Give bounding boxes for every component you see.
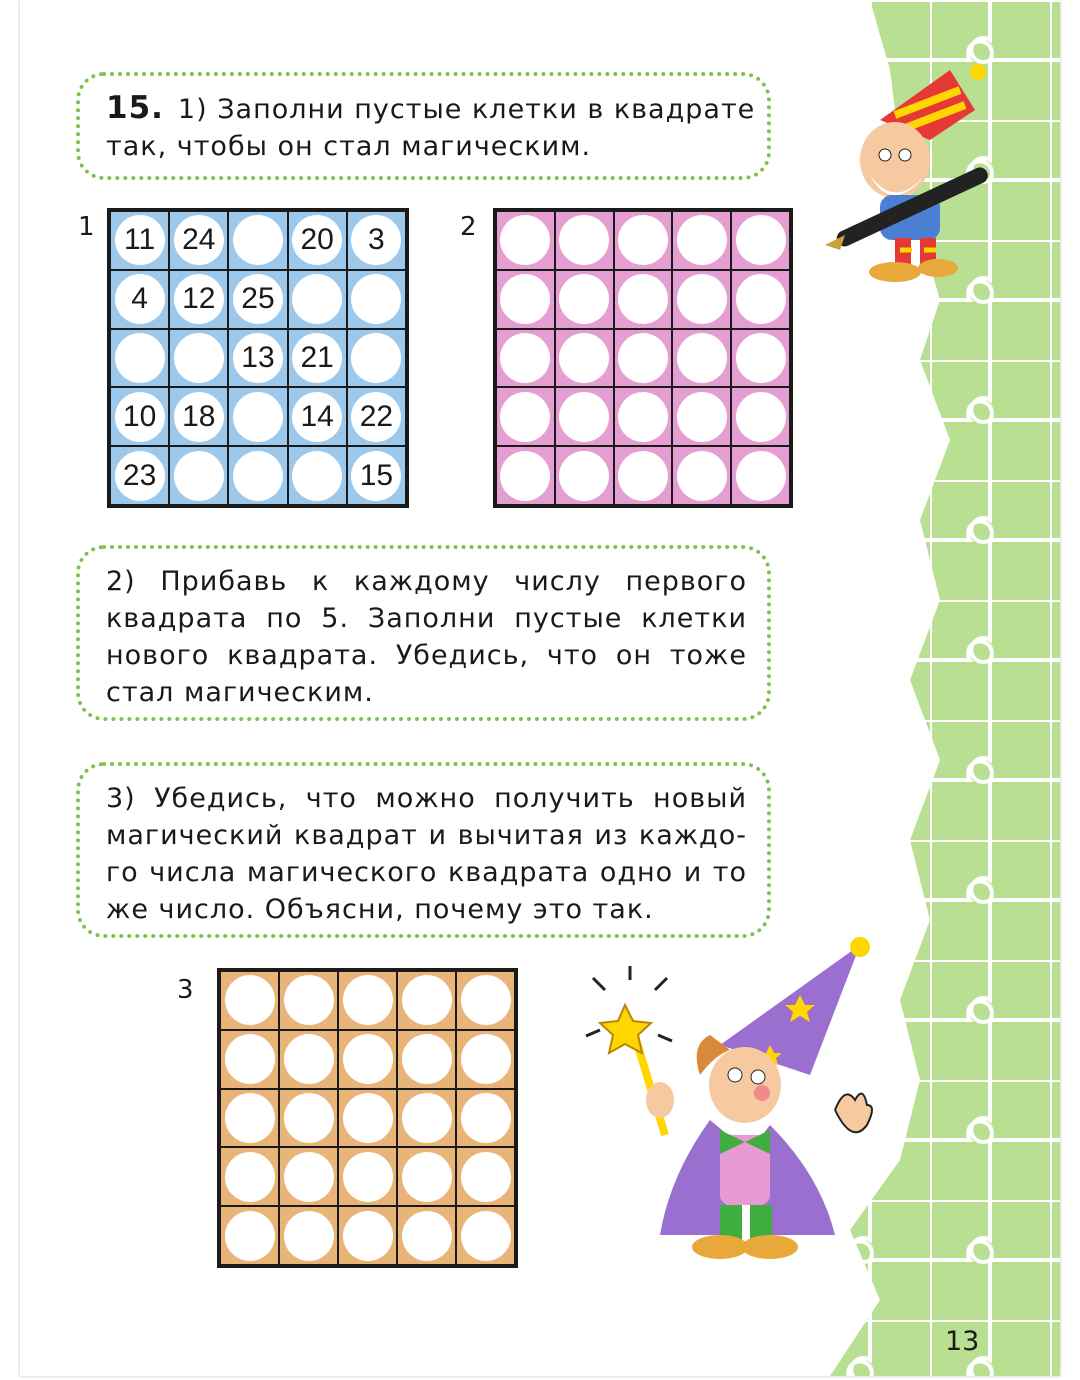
task2-line-3: нового квадрата. Убедись, что он тоже xyxy=(106,640,747,671)
grid2-cell-value xyxy=(677,333,727,383)
grid2-cell-value xyxy=(736,392,786,442)
grid2-cell-value xyxy=(618,451,668,501)
grid1-cell-value: 4 xyxy=(115,274,165,324)
grid3-cell xyxy=(456,1206,515,1265)
grid2-cell xyxy=(496,270,555,329)
textbook-page xyxy=(20,0,1060,1376)
grid3-cell xyxy=(220,1206,279,1265)
grid1-cell-value: 23 xyxy=(115,451,165,501)
grid3-label: 3 xyxy=(177,975,194,1005)
grid2-cell xyxy=(672,446,731,505)
grid1-cell xyxy=(169,387,228,446)
grid3-cell-value xyxy=(284,1034,334,1084)
grid2-cell xyxy=(731,329,790,388)
grid2-cell xyxy=(496,329,555,388)
task2-line-2: квадрата по 5. Заполни пустые клетки xyxy=(106,603,747,634)
grid1-cell-value: 12 xyxy=(174,274,224,324)
grid3-cell-value xyxy=(461,975,511,1025)
grid2-cell xyxy=(731,270,790,329)
task2-line-4: стал магическим. xyxy=(106,677,374,708)
grid2-cell xyxy=(555,329,614,388)
grid1-cell xyxy=(169,211,228,270)
grid3-cell xyxy=(397,1030,456,1089)
grid1-cell-value: 21 xyxy=(292,333,342,383)
grid2-cell-value xyxy=(559,392,609,442)
grid3-cell xyxy=(338,1089,397,1148)
grid2-cell-value xyxy=(500,274,550,324)
grid1-cell-value: 24 xyxy=(174,215,224,265)
grid3-cell xyxy=(397,971,456,1030)
task1-line-1: 1) Заполни пустые клетки в квадрате xyxy=(177,94,756,125)
grid1-cell-value: 20 xyxy=(292,215,342,265)
grid2-cell-value xyxy=(677,215,727,265)
task3-line-1: 3) Убедись, что можно получить новый xyxy=(106,783,747,814)
grid3-cell xyxy=(338,1206,397,1265)
grid3-cell xyxy=(456,1030,515,1089)
grid2-label: 2 xyxy=(460,212,477,242)
grid1-cell xyxy=(288,387,347,446)
grid3-cell xyxy=(220,1089,279,1148)
grid2-cell xyxy=(496,387,555,446)
grid2-cell-value xyxy=(559,451,609,501)
grid3-cell xyxy=(456,1089,515,1148)
grid3-cell xyxy=(220,1030,279,1089)
grid3-cell xyxy=(279,1089,338,1148)
grid1-cell-value xyxy=(292,274,342,324)
grid2-cell xyxy=(614,446,673,505)
grid3-cell-value xyxy=(461,1093,511,1143)
grid3-cell xyxy=(279,1147,338,1206)
grid2-cell xyxy=(614,329,673,388)
grid1-cell xyxy=(228,329,287,388)
grid2-cell xyxy=(555,211,614,270)
grid1-cell xyxy=(110,270,169,329)
grid1-cell-value: 13 xyxy=(233,333,283,383)
grid3-cell-value xyxy=(402,1152,452,1202)
grid2-cell-value xyxy=(736,215,786,265)
grid2-cell-value xyxy=(500,451,550,501)
grid3-cell-value xyxy=(402,1034,452,1084)
grid2-cell xyxy=(672,329,731,388)
grid2-cell-value xyxy=(559,274,609,324)
grid3-cell-value xyxy=(343,1034,393,1084)
exercise-number: 15. xyxy=(106,90,164,126)
grid2-cell-value xyxy=(677,274,727,324)
grid1-cell xyxy=(169,329,228,388)
grid1-cell xyxy=(347,387,406,446)
grid3-cell-value xyxy=(225,1152,275,1202)
grid3-cell-value xyxy=(225,1093,275,1143)
grid1-cell-value xyxy=(292,451,342,501)
grid3-cell-value xyxy=(284,1152,334,1202)
grid1-cell-value: 22 xyxy=(351,392,401,442)
grid1-cell-value xyxy=(351,333,401,383)
grid2-cell xyxy=(496,211,555,270)
grid1-cell-value: 11 xyxy=(115,215,165,265)
grid1-cell xyxy=(288,329,347,388)
grid2-cell xyxy=(672,270,731,329)
grid2-cell xyxy=(555,446,614,505)
grid2-cell-value xyxy=(736,333,786,383)
grid1-cell-value xyxy=(174,333,224,383)
grid1-cell xyxy=(110,329,169,388)
grid3-cell-value xyxy=(284,1211,334,1261)
grid1-cell xyxy=(347,270,406,329)
grid3-cell-value xyxy=(461,1211,511,1261)
grid1-cell-value xyxy=(174,451,224,501)
grid2-cell-value xyxy=(559,215,609,265)
grid1-cell xyxy=(347,211,406,270)
grid2-cell xyxy=(614,270,673,329)
grid1-cell xyxy=(288,211,347,270)
grid2-cell xyxy=(614,387,673,446)
grid2-cell xyxy=(731,446,790,505)
grid1-cell xyxy=(347,329,406,388)
grid2-cell-value xyxy=(736,274,786,324)
grid2-cell xyxy=(555,387,614,446)
grid1-cell xyxy=(228,211,287,270)
grid3-cell xyxy=(220,971,279,1030)
grid2-cell-value xyxy=(677,392,727,442)
grid1-cell-value: 25 xyxy=(233,274,283,324)
grid1-cell xyxy=(228,446,287,505)
grid3-cell-value xyxy=(402,1211,452,1261)
task1-box xyxy=(76,72,771,180)
grid3-cell-value xyxy=(402,1093,452,1143)
grid2-cell xyxy=(555,270,614,329)
grid3-cell-value xyxy=(284,1093,334,1143)
grid1-cell xyxy=(228,270,287,329)
task3-line-3: го числа магического квадрата одно и то xyxy=(106,857,747,888)
grid2-cell-value xyxy=(618,333,668,383)
grid2-cell xyxy=(731,387,790,446)
grid3-cell-value xyxy=(343,1152,393,1202)
grid3-cell xyxy=(279,971,338,1030)
grid1-cell-value: 3 xyxy=(351,215,401,265)
grid3-cell xyxy=(397,1089,456,1148)
grid3-cell xyxy=(397,1147,456,1206)
grid3-cell-value xyxy=(343,1211,393,1261)
task1-line-2: так, чтобы он стал магическим. xyxy=(106,131,592,162)
magic-square-3 xyxy=(217,968,518,1268)
grid1-cell xyxy=(228,387,287,446)
grid2-cell-value xyxy=(736,451,786,501)
grid3-cell-value xyxy=(284,975,334,1025)
task3-line-2: магический квадрат и вычитая из каждо- xyxy=(106,820,747,851)
grid3-cell xyxy=(338,971,397,1030)
task2-line-1: 2) Прибавь к каждому числу первого xyxy=(106,566,747,597)
grid1-cell-value xyxy=(233,392,283,442)
grid3-cell xyxy=(279,1206,338,1265)
grid3-cell xyxy=(279,1030,338,1089)
grid3-cell-value xyxy=(461,1034,511,1084)
task3-line-4: же число. Объясни, почему это так. xyxy=(106,894,654,925)
grid3-cell-value xyxy=(225,1034,275,1084)
page-number: 13 xyxy=(945,1326,980,1357)
grid3-cell xyxy=(338,1147,397,1206)
grid1-cell xyxy=(169,446,228,505)
task2-box xyxy=(76,545,771,721)
grid3-cell-value xyxy=(343,1093,393,1143)
grid2-cell-value xyxy=(500,333,550,383)
grid1-cell xyxy=(110,211,169,270)
magic-square-1 xyxy=(107,208,409,508)
grid2-cell-value xyxy=(618,274,668,324)
grid3-cell xyxy=(220,1147,279,1206)
grid3-cell-value xyxy=(402,975,452,1025)
grid1-cell-value: 15 xyxy=(351,451,401,501)
grid2-cell-value xyxy=(500,392,550,442)
grid1-cell-value xyxy=(233,451,283,501)
magic-square-2 xyxy=(493,208,793,508)
grid2-cell-value xyxy=(559,333,609,383)
grid2-cell xyxy=(672,211,731,270)
grid1-cell-value: 10 xyxy=(115,392,165,442)
grid2-cell xyxy=(496,446,555,505)
grid2-cell xyxy=(731,211,790,270)
grid1-cell-value xyxy=(351,274,401,324)
grid3-cell xyxy=(397,1206,456,1265)
grid3-cell xyxy=(338,1030,397,1089)
grid3-cell-value xyxy=(461,1152,511,1202)
grid1-cell-value xyxy=(233,215,283,265)
grid3-cell xyxy=(456,971,515,1030)
grid1-cell xyxy=(110,387,169,446)
grid2-cell xyxy=(614,211,673,270)
grid3-cell-value xyxy=(225,1211,275,1261)
grid2-cell-value xyxy=(618,392,668,442)
grid1-label: 1 xyxy=(78,212,95,242)
grid2-cell-value xyxy=(500,215,550,265)
grid1-cell-value xyxy=(115,333,165,383)
grid1-cell-value: 18 xyxy=(174,392,224,442)
gnome-illustration xyxy=(800,60,1000,290)
task3-box xyxy=(76,762,771,938)
grid3-cell-value xyxy=(225,975,275,1025)
grid2-cell-value xyxy=(677,451,727,501)
grid2-cell-value xyxy=(618,215,668,265)
wizard-illustration xyxy=(570,935,890,1275)
grid1-cell xyxy=(347,446,406,505)
grid2-cell xyxy=(672,387,731,446)
grid1-cell-value: 14 xyxy=(292,392,342,442)
grid1-cell xyxy=(169,270,228,329)
grid1-cell xyxy=(288,446,347,505)
grid1-cell xyxy=(110,446,169,505)
grid3-cell-value xyxy=(343,975,393,1025)
grid3-cell xyxy=(456,1147,515,1206)
grid1-cell xyxy=(288,270,347,329)
